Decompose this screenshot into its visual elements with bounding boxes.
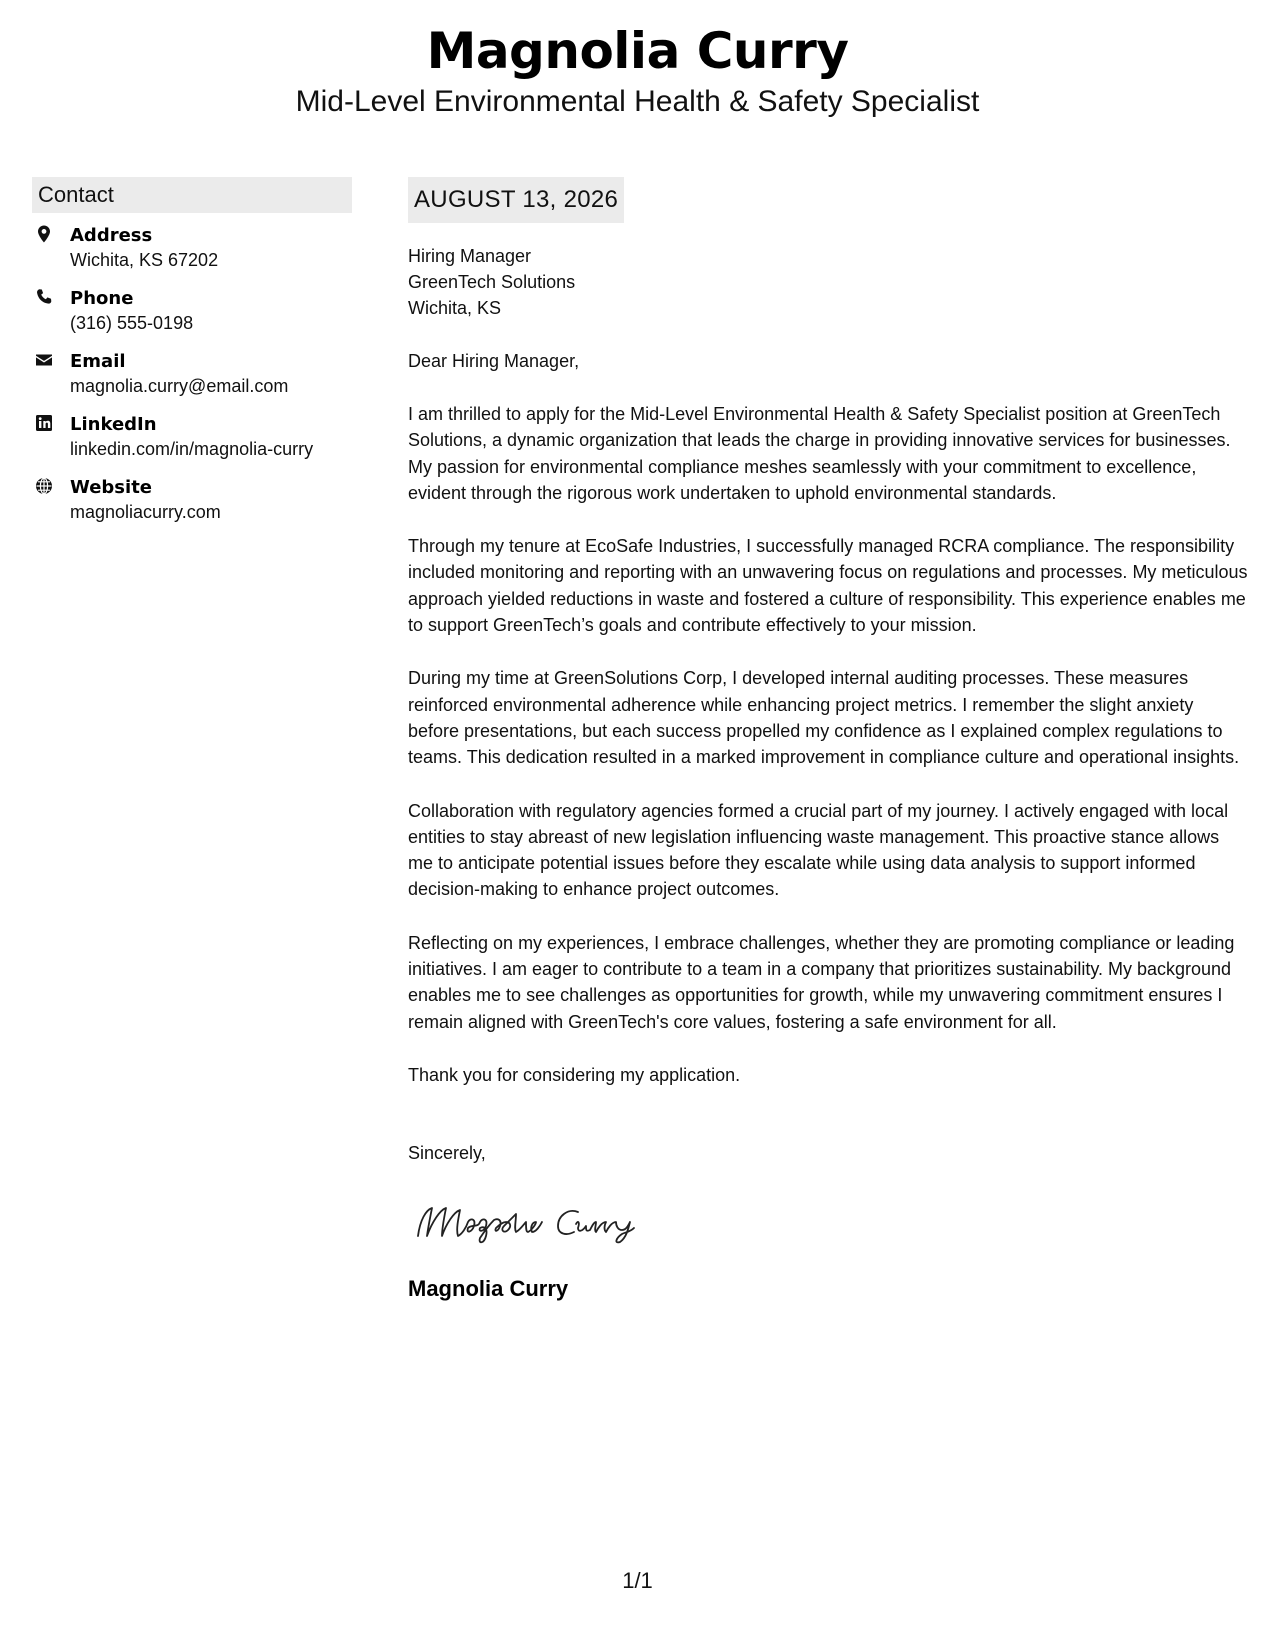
contact-item-address [32,223,352,273]
contact-sidebar [32,177,352,538]
letter-header [0,18,1275,120]
page-number: 1/1 [622,1568,653,1593]
contact-label: Website [70,477,153,498]
salutation: Dear Hiring Manager, [408,351,580,371]
recipient-line: GreenTech Solutions [408,272,576,292]
contact-value: magnoliacurry.com [70,502,221,522]
closing: Sincerely, [408,1143,486,1164]
recipient-line: Wichita, KS [408,298,502,318]
contact-label: LinkedIn [70,414,157,435]
contact-value: Wichita, KS 67202 [70,250,219,270]
signer-name: Magnolia Curry [408,1276,569,1302]
contact-value: (316) 555-0198 [70,313,194,333]
envelope-icon [34,350,54,370]
location-pin-icon [34,224,54,244]
contact-item-phone [32,286,352,336]
body-paragraph: During my time at GreenSolutions Corp, I developed internal auditing processes. These measures reinforced environmental adherence while enhancing project metrics. I remember the slight anxiety before presentations, but each success propelled my confidence as I explained complex regulations to teams. This dedication resulted in a marked improvement in compliance culture and operational insights. [408,668,1240,768]
globe-icon [34,476,54,496]
contact-value: magnolia.curry@email.com [70,376,289,396]
letter-body [408,177,1248,1304]
contact-item-linkedin [32,412,352,462]
body-paragraph: Collaboration with regulatory agencies formed a crucial part of my journey. I actively engaged with local entities to stay abreast of new legislation influencing waste management. This proactive stance allows me to anticipate potential issues before they escalate while using data analysis to support informed decision-making to enhance project outcomes. [408,800,1229,900]
body-paragraph: Thank you for considering my application. [408,1064,741,1085]
contact-value: linkedin.com/in/magnolia-curry [70,439,314,459]
body-paragraph: I am thrilled to apply for the Mid-Level Environmental Health & Safety Specialist position at GreenTech Solutions, a dynamic organization that leads the charge in providing innovative services for businesses. My passion for environmental compliance meshes seamlessly with your commitment to excellence, evident through the rigorous work undertaken to uphold environmental standards. [408,404,1231,503]
linkedin-icon [34,413,54,433]
handwritten-signature [408,1192,668,1252]
applicant-role: Mid-Level Environmental Health & Safety Specialist [295,85,980,118]
contact-item-email [32,349,352,399]
recipient-line: Hiring Manager [408,246,532,266]
body-paragraph: Through my tenure at EcoSafe Industries, I successfully managed RCRA compliance. The responsibility included monitoring and reporting with an unwavering focus on regulations and processes. My meticulous approach yielded reductions in waste and fostered a culture of responsibility. This experience enables me to support GreenTech’s goals and contribute effectively to your mission. [408,536,1248,636]
contact-item-website [32,475,352,525]
body-paragraph: Reflecting on my experiences, I embrace challenges, whether they are promoting compliance or leading initiatives. I am eager to contribute to a team in a company that prioritizes sustainability. My background enables me to see challenges as opportunities for growth, while my unwavering commitment ensures I remain aligned with GreenTech's core values, fostering a safe environment for all. [408,932,1235,1032]
contact-label: Phone [70,288,134,309]
contact-label: Email [70,351,126,372]
letter-date: AUGUST 13, 2026 [408,177,624,223]
recipient-block [408,243,1248,321]
phone-icon [34,287,54,307]
contact-heading: Contact [32,177,352,213]
contact-list [32,223,352,525]
contact-label: Address [70,225,153,246]
applicant-name: Magnolia Curry [426,22,849,80]
